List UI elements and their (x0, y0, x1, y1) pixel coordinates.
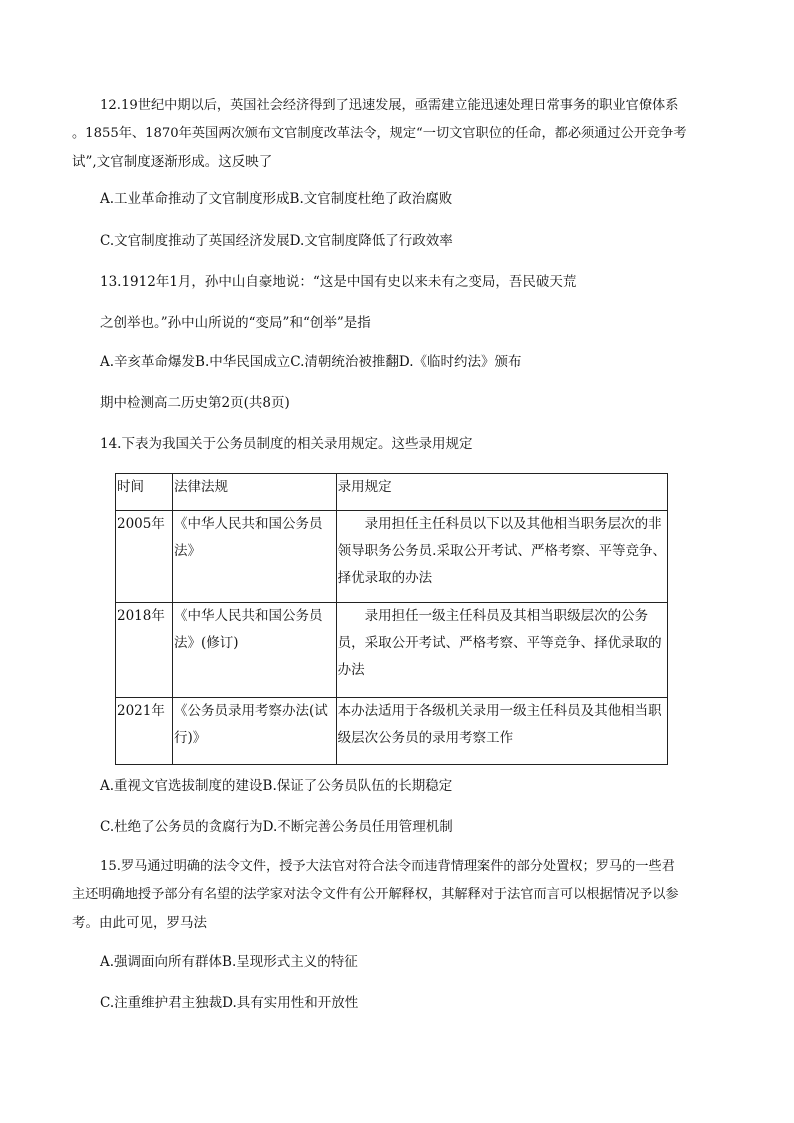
row-year: 2005年 (116, 511, 173, 603)
row-law: 《中华人民共和国公务员法》(修订) (172, 603, 336, 698)
q14-options-ab: A.重视文官选拔制度的建设B.保证了公务员队伍的长期稳定 (100, 778, 453, 794)
header-law: 法律法规 (172, 474, 336, 511)
header-time: 时间 (116, 474, 173, 511)
q15-stem-line3: 考。由此可见，罗马法 (72, 915, 207, 931)
table-header-row (116, 474, 668, 511)
regulations-table (115, 473, 668, 765)
q14-stem: 14.下表为我国关于公务员制度的相关录用规定。这些录用规定 (100, 436, 473, 452)
q12-stem-line1: 12.19世纪中期以后，英国社会经济得到了迅速发展，亟需建立能迅速处理日常事务的职业官僚体系 (100, 98, 679, 113)
q13-stem-line2: 之创举也。”孙中山所说的“变局”和“创举”是指 (100, 315, 371, 331)
q12-options-ab: A.工业革命推动了文官制度形成B.文官制度杜绝了政治腐败 (100, 191, 453, 207)
q14-options-cd: C.杜绝了公务员的贪腐行为D.不断完善公务员任用管理机制 (100, 819, 453, 835)
q12-options-cd: C.文官制度推动了英国经济发展D.文官制度降低了行政效率 (100, 233, 453, 249)
row-year: 2018年 (116, 603, 173, 698)
table-row (116, 603, 668, 698)
q15-stem-line2: 主还明确地授予部分有名望的法学家对法令文件有公开解释权，其解释对于法官而言可以根据情况予以参 (72, 887, 679, 902)
q13-stem-line1: 13.1912年1月，孙中山自豪地说：“这是中国有史以来未有之变局，吾民破天荒 (100, 274, 577, 290)
row-rule: 本办法适用于各级机关录用一级主任科员及其他相当职级层次公务员的录用考察工作 (336, 698, 667, 765)
q15-options-cd: C.注重维护君主独裁D.具有实用性和开放性 (100, 995, 359, 1011)
table-row (116, 698, 668, 765)
q12-stem-line3: 试”,文官制度逐渐形成。这反映了 (72, 154, 273, 170)
table-row (116, 511, 668, 603)
page-footer: 期中检测高二历史第2页(共8页) (100, 395, 290, 411)
row-law: 《公务员录用考察办法(试行)》 (172, 698, 336, 765)
row-law: 《中华人民共和国公务员法》 (172, 511, 336, 603)
q13-options: A.辛亥革命爆发B.中华民国成立C.清朝统治被推翻D.《临时约法》颁布 (100, 354, 522, 370)
q15-options-ab: A.强调面向所有群体B.呈现形式主义的特征 (100, 954, 358, 970)
q15-stem-line1: 15.罗马通过明确的法令文件，授予大法官对符合法令而违背情理案件的部分处置权；罗马的一些君 (100, 859, 675, 874)
header-rule: 录用规定 (336, 474, 667, 511)
row-rule: 录用担任主任科员以下以及其他相当职务层次的非领导职务公务员.采取公开考试、严格考察、平等竞争、择优录取的办法 (336, 511, 667, 603)
row-rule: 录用担任一级主任科员及其相当职级层次的公务员，采取公开考试、严格考察、平等竞争、择优录取的办法 (336, 603, 667, 698)
q12-stem-line2: 。1855年、1870年英国两次颁布文官制度改革法令，规定“一切文官职位的任命，都必须通过公开竞争考 (72, 126, 687, 141)
row-year: 2021年 (116, 698, 173, 765)
